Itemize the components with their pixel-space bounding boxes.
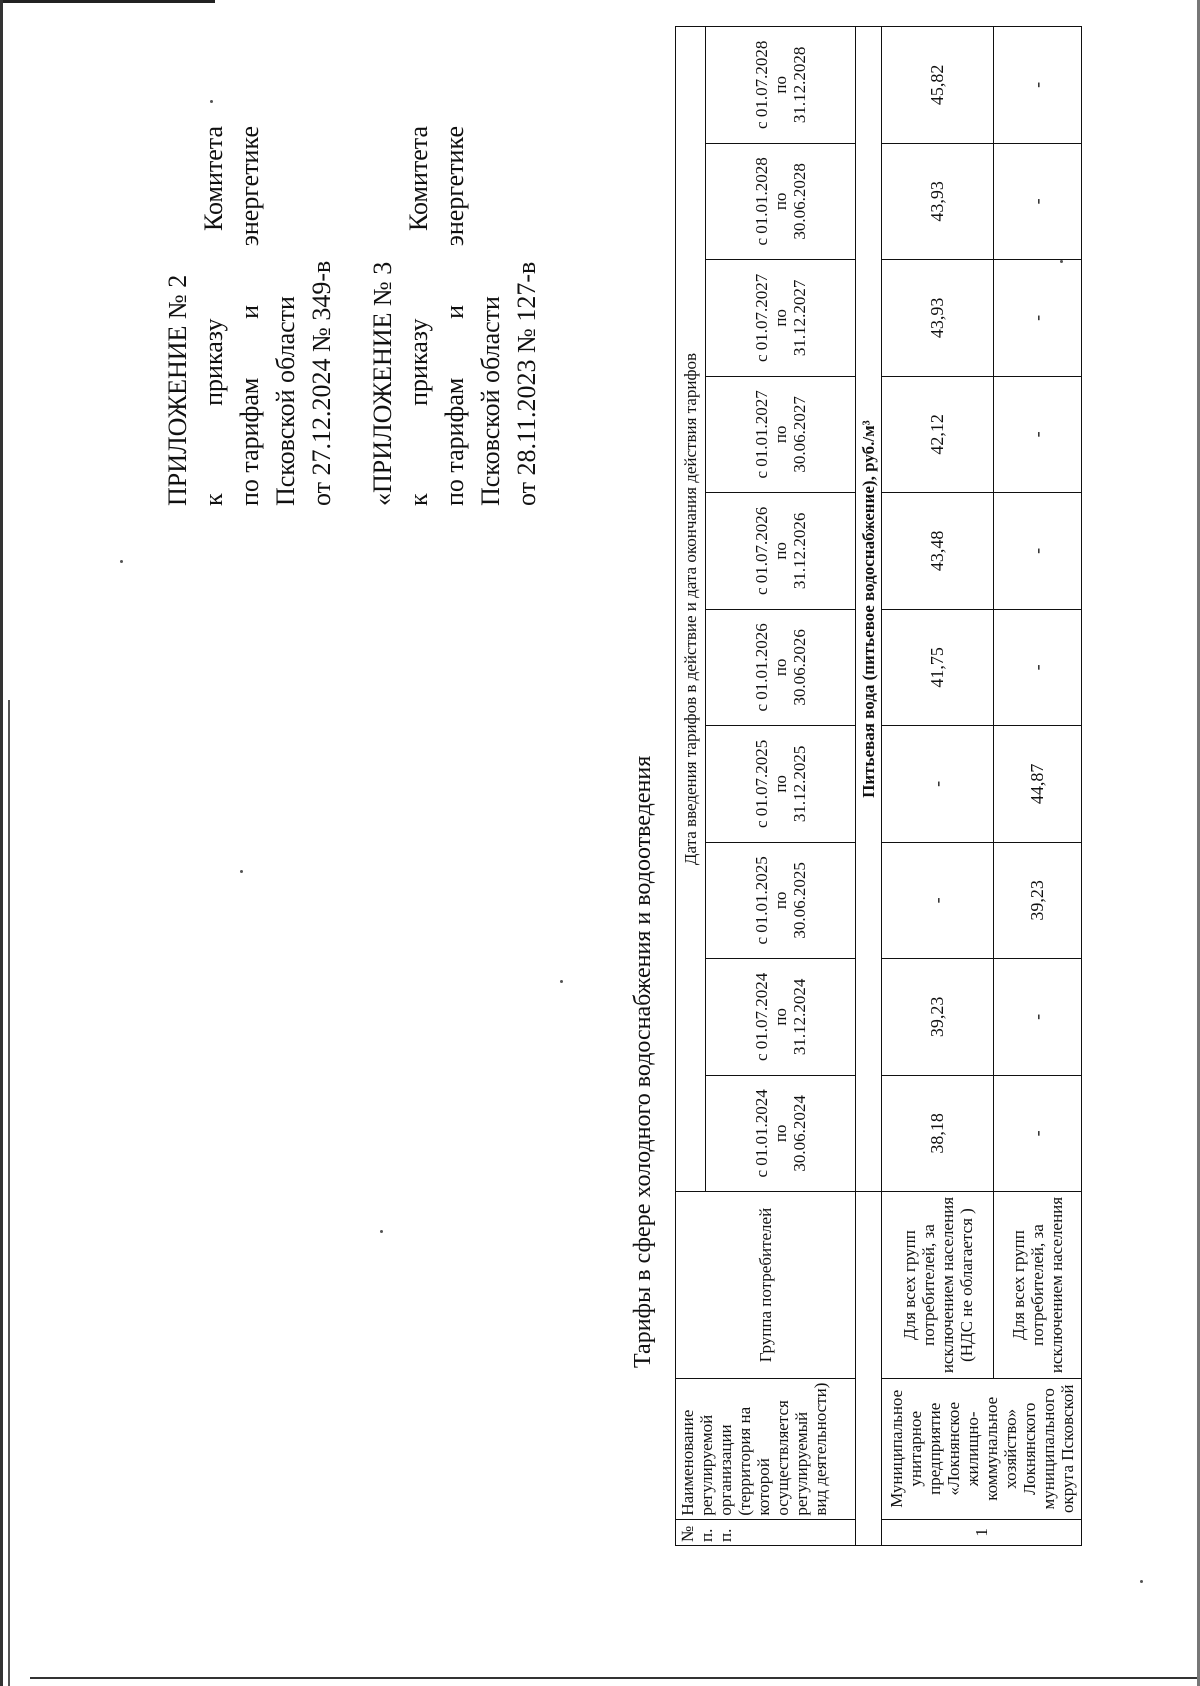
appendix-2-word: по тарифам	[235, 377, 264, 506]
tariff-table	[675, 26, 1082, 1546]
header-num: № п. п.	[676, 1519, 856, 1545]
tariff-value: 43,93	[882, 260, 994, 377]
tariff-value: -	[994, 493, 1082, 610]
section-row	[856, 27, 882, 1546]
tariff-value: 42,12	[882, 376, 994, 493]
appendix-2-title: ПРИЛОЖЕНИЕ № 2	[163, 274, 192, 506]
period-cell: с 01.01.2027 по 30.06.2027	[706, 376, 856, 493]
appendix-2-header	[160, 126, 340, 506]
tariff-value: -	[994, 1075, 1082, 1192]
appendix-2-line3	[232, 126, 268, 506]
appendix-2-region: Псковской области	[271, 296, 300, 506]
appendix-3-line3	[437, 126, 473, 506]
tariff-value: 44,87	[994, 726, 1082, 843]
period-cell: с 01.01.2028 по 30.06.2028	[706, 143, 856, 260]
appendix-2-word: к	[199, 493, 228, 506]
tariff-value: -	[994, 27, 1082, 144]
appendix-2-line2	[196, 126, 232, 506]
tariff-value: -	[882, 726, 994, 843]
tariff-value: 41,75	[882, 609, 994, 726]
appendix-3-word: приказу	[404, 318, 433, 406]
organization-name: Муниципальное унитарное предприятие «Локнянское жилищно-коммунальное хозяйство» Локнянского муниципального округа Псковской	[882, 1378, 1082, 1519]
tariff-value: -	[994, 609, 1082, 726]
period-cell: с 01.01.2026 по 30.06.2026	[706, 609, 856, 726]
appendix-3-title: «ПРИЛОЖЕНИЕ № 3	[368, 261, 397, 506]
table-row	[882, 27, 994, 1546]
section-title: Питьевая вода (питьевое водоснабжение), руб./м³	[856, 27, 882, 1192]
appendix-3-word: к	[404, 493, 433, 506]
appendix-3-word: по тарифам	[440, 377, 469, 506]
period-cell: с 01.01.2025 по 30.06.2025	[706, 842, 856, 959]
tariff-value: 43,48	[882, 493, 994, 610]
tariff-value: -	[994, 959, 1082, 1076]
header-dates: Дата введения тарифов в действие и дата окончания действия тарифов	[676, 27, 706, 1192]
tariff-value: -	[994, 260, 1082, 377]
tariff-value: 43,93	[882, 143, 994, 260]
appendix-2-word: и	[235, 304, 264, 319]
header-org: Наименование регулируемой организации (территория на которой осуществляется регулируемый вид деятельности)	[676, 1378, 856, 1519]
tariff-value: -	[994, 376, 1082, 493]
period-cell: с 01.07.2024 по 31.12.2024	[706, 959, 856, 1076]
appendix-3-word: и	[440, 304, 469, 319]
appendix-3-region: Псковской области	[476, 296, 505, 506]
section-spacer	[856, 1192, 882, 1546]
appendix-3-word: Комитета	[404, 126, 433, 232]
tariff-value: 45,82	[882, 27, 994, 144]
tariff-value: 38,18	[882, 1075, 994, 1192]
consumer-group: Для всех групп потребителей, за исключением населения	[994, 1192, 1082, 1379]
period-cell: с 01.07.2026 по 31.12.2026	[706, 493, 856, 610]
appendix-2-word: приказу	[199, 318, 228, 406]
appendix-3-word: энергетике	[440, 126, 469, 247]
appendix-3-line2	[401, 126, 437, 506]
table-header-row	[676, 27, 706, 1546]
period-cell: с 01.01.2024 по 30.06.2024	[706, 1075, 856, 1192]
tariff-value: -	[882, 842, 994, 959]
appendix-2-word: энергетике	[235, 126, 264, 247]
appendix-2-order: от 27.12.2024 № 349-в	[307, 260, 336, 506]
tariff-value: -	[994, 143, 1082, 260]
tariff-value: 39,23	[994, 842, 1082, 959]
period-cell: с 01.07.2025 по 31.12.2025	[706, 726, 856, 843]
period-cell: с 01.07.2027 по 31.12.2027	[706, 260, 856, 377]
document-title: Тарифы в сфере холодного водоснабжения и водоотведения	[630, 755, 656, 1368]
consumer-group: Для всех групп потребителей, за исключением населения (НДС не облагается )	[882, 1192, 994, 1379]
appendix-3-header	[365, 126, 545, 506]
appendix-2-word: Комитета	[199, 126, 228, 232]
period-cell: с 01.07.2028 по 31.12.2028	[706, 27, 856, 144]
table-row	[994, 27, 1082, 1546]
tariff-value: 39,23	[882, 959, 994, 1076]
row-number: 1	[882, 1519, 1082, 1545]
appendix-3-order: от 28.11.2023 № 127-в	[512, 261, 541, 506]
header-group: Группа потребителей	[676, 1192, 856, 1379]
